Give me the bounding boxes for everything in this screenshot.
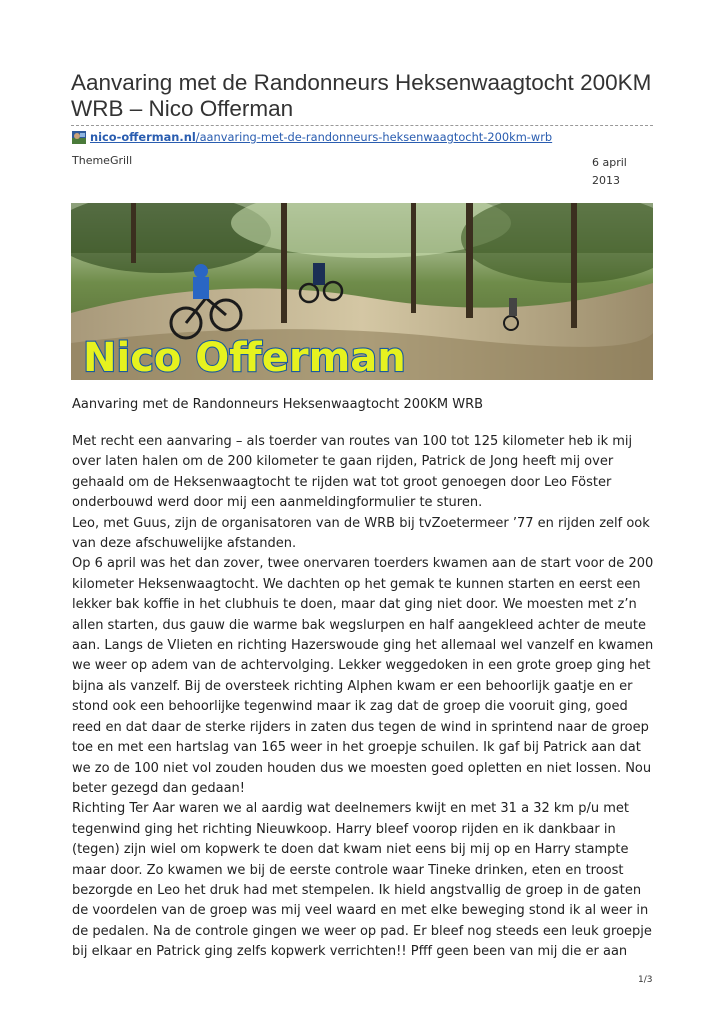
source-url-link[interactable] (90, 130, 552, 145)
body-text-line: bij elkaar en Patrick ging zelfs kopwerk verrichten!! Pfff geen been van mij die er aan (72, 944, 628, 960)
body-text-line: gehaald om de Heksenwaagtocht te rijden wat tot groot genoegen door Leo Föster (72, 474, 612, 490)
body-text-line: bijna als vanzelf. Bij de oversteek richting Alphen kwam er een behoorlijk gaatje en er (72, 678, 633, 694)
body-text-line: bezorgde en Leo het druk had met stempelen. Ik hield angstvallig de groep in de gaten (72, 882, 642, 898)
site-favicon-icon (72, 131, 86, 144)
body-text-line: Met recht een aanvaring – als toerder van routes van 100 tot 125 kilometer heb ik mij (72, 434, 633, 449)
publish-date (592, 154, 642, 189)
body-text-line: maar door. Zo kwamen we bij de eerste controle waar Tineke drinken, eten en troost (72, 862, 624, 878)
body-text-line: tegenwind ging het richting Nieuwkoop. Harry bleef voorop rijden en ik dankbaar in (72, 821, 616, 837)
body-text-line: allen starten, dus gauw die warme bak wegslurpen en half aangekleed achter de meute (72, 617, 646, 633)
source-path[interactable]: /aanvaring-met-de-randonneurs-heksenwaagtocht-200km-wrb (195, 130, 553, 144)
body-text-line: beter gezegd dan gedaan! (72, 780, 246, 796)
title-line-2: WRB – Nico Offerman (71, 96, 294, 121)
body-text-line: Leo, met Guus, zijn de organisatoren van de WRB bij tvZoetermeer ’77 en rijden zelf ook (72, 515, 650, 531)
body-text-line: toe en met een hartslag van 165 weer in het groepje schuilen. Ik gaf bij Patrick aan dat (72, 740, 641, 756)
article-body (72, 432, 662, 963)
dashed-divider (71, 125, 653, 126)
body-text-line: de pedalen. Na de controle gingen we weer op pad. Er bleef nog steeds een leuk groepje (72, 923, 652, 939)
body-text-line: onderbouwd werd door mij een aanmeldingformulier te sturen. (72, 495, 483, 511)
publish-date-day-month: 6 april (592, 156, 627, 169)
body-text-line: lekker bak koffie in het clubhuis te doen, maar dat ging niet door. We moesten met z’n (72, 597, 637, 613)
body-text-line: we zo de 100 niet vol zouden houden dus we moesten goed opletten en niet lossen. Nou (72, 760, 652, 776)
body-text-line: reed en dat daar de sterke rijders in zaten dus tegen de wind in sprintend naar de groep (72, 719, 649, 735)
article-subtitle: Aanvaring met de Randonneurs Heksenwaagtocht 200KM WRB (72, 397, 484, 412)
title-line-1: Aanvaring met de Randonneurs Heksenwaagtocht 200KM (71, 70, 652, 95)
author-name: ThemeGrill (72, 154, 133, 167)
body-text-line: Op 6 april was het dan zover, twee onervaren toerders kwamen aan de start voor de 200 (72, 556, 654, 572)
source-host[interactable]: nico-offerman.nl (90, 130, 196, 144)
body-text-line: de voordelen van de groep was mij veel waard en met elke beweging stond ik al weer in (72, 903, 649, 919)
body-text-line: kilometer Heksenwaagtocht. We dachten op het gemak te kunnen starten en eerst een (72, 576, 641, 592)
body-text-line: stond ook een behoorlijke tegenwind maar ik zag dat de groep die vooruit ging, goed (72, 699, 628, 715)
body-text-line: Richting Ter Aar waren we al aardig wat deelnemers kwijt en met 31 a 32 km p/u met (72, 801, 629, 817)
body-text-line: (tegen) zijn wiel om kopwerk te doen dat kwam niet eens bij mij op en Harry stampte (72, 842, 629, 858)
body-text-line: we weer op adem van de achtervolging. Lekker weggedoken in een grote groep ging het (72, 658, 651, 674)
banner-title-text: Nico Offerman (83, 335, 406, 380)
header-banner-image (71, 203, 653, 380)
body-text-line: aan. Langs de Vlieten en richting Hazerswoude ging het allemaal wel vanzelf en kwamen (72, 638, 654, 654)
body-text-line: over laten halen om de 200 kilometer te gaan rijden, Patrick de Jong heeft mij over (72, 454, 614, 470)
page-number: 1/3 (638, 975, 653, 985)
publish-date-year: 2013 (592, 173, 620, 187)
body-text-line: van deze afschuwelijke afstanden. (72, 536, 297, 552)
page-title (71, 70, 671, 122)
